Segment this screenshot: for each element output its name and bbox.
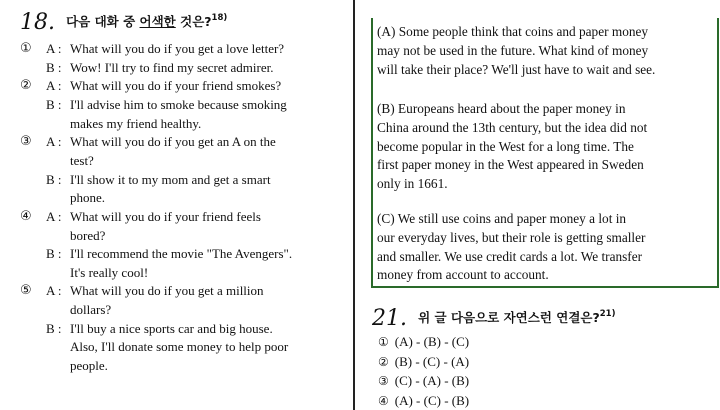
dialogue-line: test? — [70, 152, 94, 168]
passage-line: (A) Some people think that coins and paper money — [377, 24, 649, 39]
option-text: (B) - (C) - (A) — [394, 353, 470, 369]
question-number: 18. — [20, 10, 55, 35]
dialogue-line: I'll recommend the movie "The Avengers". — [70, 246, 293, 262]
dialogue-line: I'll buy a nice sports car and big house. — [70, 320, 273, 336]
option-marker: ③ — [20, 134, 32, 150]
speaker-label: A : — [46, 134, 62, 150]
passage-line: money from account to account. — [377, 267, 549, 283]
option-marker: ① — [20, 41, 32, 56]
passage-line: and smaller. We use credit cards a lot. We transfer — [377, 248, 643, 264]
speaker-label: A : — [46, 208, 62, 224]
passage-line: (C) We still use coins and paper money a lot in — [377, 211, 627, 226]
speaker-label: B : — [46, 171, 62, 187]
question-21-header — [372, 306, 615, 332]
passage-line: become popular in the West for a long time. The — [377, 138, 634, 154]
dialogue-line: What will you do if you get an A on the — [70, 134, 276, 150]
passage-line: (B) Europeans heard about the paper money in — [377, 101, 626, 116]
dialogue-line: What will you do if you get a love letter? — [70, 41, 285, 56]
dialogue-line: people. — [70, 358, 108, 374]
passage-line: first paper money in the West appeared in Sweden — [377, 157, 644, 173]
dialogue-line: What will you do if your friend smokes? — [70, 78, 282, 94]
dialogue-line: dollars? — [70, 302, 112, 318]
option-marker: ⑤ — [20, 283, 32, 299]
footnote-marker: 21) — [599, 309, 616, 319]
passage-line: our everyday lives, but their role is getting smaller — [377, 229, 646, 245]
option-marker: ① — [378, 335, 389, 349]
passage-line: will take their place? We'll just have to wait and see. — [377, 61, 656, 77]
option-marker: ④ — [20, 208, 32, 224]
dialogue-line: phone. — [70, 190, 106, 206]
option-text: (C) - (A) - (B) — [394, 373, 470, 388]
question-18-header — [20, 10, 227, 36]
passage-line: China around the 13th century, but the idea did not — [377, 119, 648, 135]
speaker-label: B : — [46, 320, 62, 336]
dialogue-line: What will you do if your friend feels — [70, 208, 261, 224]
dialogue-line: bored? — [70, 227, 106, 243]
option-marker: ③ — [378, 374, 389, 388]
speaker-label: A : — [46, 283, 62, 299]
speaker-label: A : — [46, 78, 62, 94]
question-prompt: 위 글 다음으로 자연스런 연결은? — [418, 310, 600, 325]
right-column — [356, 0, 720, 410]
column-divider — [353, 0, 355, 410]
option-marker: ④ — [378, 393, 389, 408]
answer-option — [378, 354, 469, 370]
option-text: (A) - (B) - (C) — [394, 334, 470, 349]
question-number: 21. — [372, 306, 407, 331]
prompt-underlined: 어색한 — [139, 14, 176, 29]
prompt-text: 다음 대화 중 — [66, 14, 140, 29]
dialogue-line: I'll advise him to smoke because smoking — [70, 96, 287, 112]
answer-option — [378, 393, 469, 409]
dialogue-line: Also, I'll donate some money to help poor — [70, 339, 289, 355]
option-text: (A) - (C) - (B) — [394, 392, 470, 408]
option-marker: ② — [378, 354, 389, 369]
speaker-label: B : — [46, 246, 62, 262]
question-prompt — [66, 14, 211, 29]
left-column — [0, 0, 352, 410]
dialogue-line: What will you do if you get a million — [70, 283, 264, 299]
prompt-text-end: 것은? — [175, 14, 212, 29]
reading-passage-box — [371, 18, 719, 288]
dialogue-line: makes my friend healthy. — [70, 115, 202, 131]
passage-line: only in 1661. — [377, 176, 448, 192]
passage-line: may not be used in the future. What kind of money — [377, 42, 649, 58]
footnote-marker: 18) — [211, 13, 228, 23]
dialogue-line: Wow! I'll try to find my secret admirer. — [70, 59, 274, 75]
speaker-label: B : — [46, 59, 62, 75]
speaker-label: A : — [46, 41, 62, 56]
answer-option — [378, 334, 469, 350]
option-marker: ② — [20, 78, 32, 94]
answer-option — [378, 373, 469, 389]
dialogue-line: I'll show it to my mom and get a smart — [70, 171, 271, 187]
dialogue-line: It's really cool! — [70, 264, 149, 280]
speaker-label: B : — [46, 96, 62, 112]
